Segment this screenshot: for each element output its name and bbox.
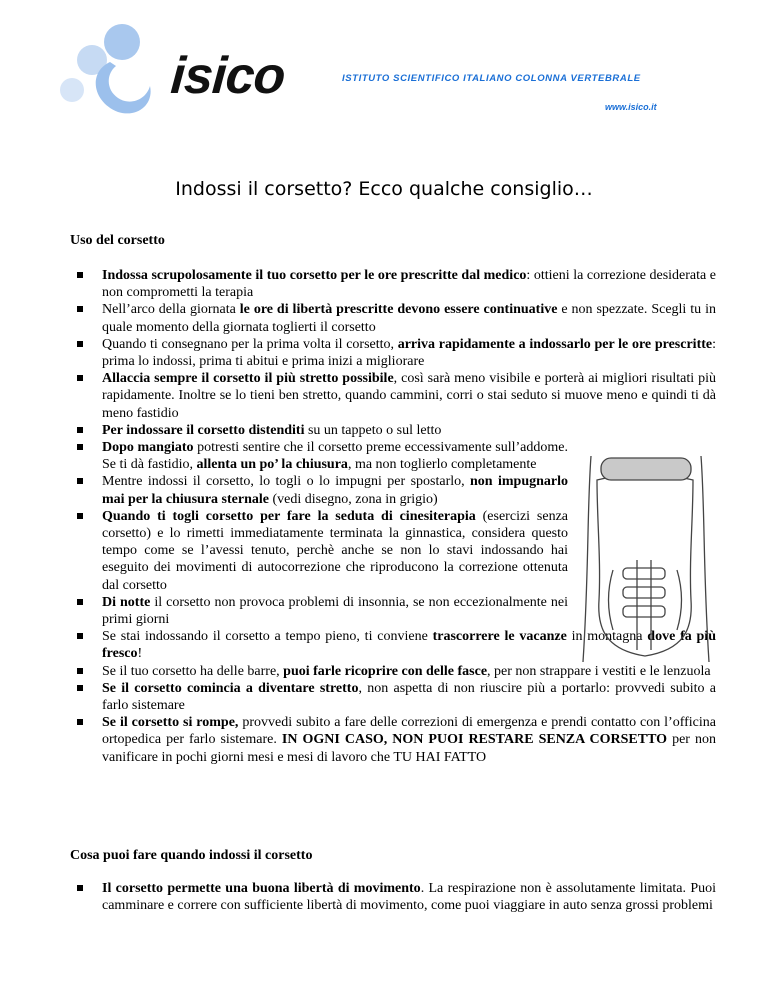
square-bullet-icon [77,633,83,639]
bullet-item [70,680,716,714]
activity-tips-list [70,880,716,914]
bold-text: le ore di libertà prescritte devono essere continuative [239,302,558,318]
website-link[interactable]: www.isico.it [605,102,657,112]
square-bullet-icon [77,513,83,519]
bullet-item [70,336,716,370]
body-text: ! [137,646,143,662]
body-text: , non aspetta di non riuscire più a portarlo: provvedi subito a farlo sistemare [102,680,716,714]
bold-text: Per indossare il corsetto distenditi [102,422,305,438]
bullet-item [70,508,568,594]
square-bullet-icon [77,306,83,312]
bold-text: Di notte [102,594,151,610]
bullet-item [70,301,716,335]
square-bullet-icon [77,341,83,347]
document-title: Indossi il corsetto? Ecco qualche consiglio… [175,178,593,200]
square-bullet-icon [77,375,83,381]
bullet-item [70,422,716,439]
body-text: per non vanificare in pochi giorni mesi e mesi di lavoro che TU HAI FATTO [102,732,716,765]
square-bullet-icon [77,599,83,605]
bold-text: Allaccia sempre il corsetto il più stretto possibile [102,371,394,387]
bullet-item [70,594,568,628]
square-bullet-icon [77,444,83,450]
bold-text: Se il corsetto comincia a diventare stretto [102,680,359,696]
body-text: . La respirazione non è assolutamente limitata. Puoi camminare e correre con sufficiente libertà di movimento, come puoi viaggiare in auto senza grossi problemi [102,881,716,914]
bullet-item [70,370,716,422]
body-text: su un tappeto o sul letto [304,422,442,438]
bullet-item [70,439,568,473]
body-text: e non spezzate. Scegli tu in quale momento della giornata toglierti il corsetto [102,302,716,335]
body-text: , per non strappare i vestiti e le lenzuola [487,663,711,679]
square-bullet-icon [77,685,83,691]
bold-text: non impugnarlo mai per la chiusura sternale [102,474,568,507]
body-text: : prima lo indossi, prima ti abitui e prima inizi a migliorare [102,336,717,370]
body-text: Quando ti consegnano per la prima volta il corsetto, [102,336,398,352]
institute-name: ISTITUTO SCIENTIFICO ITALIANO COLONNA VERTEBRALE [342,73,641,84]
bullet-item [70,267,716,301]
section-heading-uso: Uso del corsetto [70,233,165,248]
bold-text: Dopo mangiato [102,440,194,456]
body-text: : ottieni la correzione desiderata e non comprometti la terapia [102,268,717,301]
body-text: Nell’arco della giornata [102,302,240,318]
body-text: provvedi subito a fare delle correzioni di emergenza e prendi contatto con l’officina ortopedica per farlo sistemare. [102,715,716,748]
bullet-item [70,473,568,507]
bold-text: allenta un po’ la chiusura [196,457,348,473]
square-bullet-icon [77,272,83,278]
bold-text: puoi farle ricoprire con delle fasce [283,663,488,679]
bold-text: Quando ti togli corsetto per fare la seduta di cinesiterapia [102,508,476,524]
bold-text: arriva rapidamente a indossarlo per le ore prescritte [397,336,713,352]
square-bullet-icon [77,719,83,725]
bold-text: Se il corsetto si rompe, [102,715,239,731]
isico-logo-icon [52,20,164,120]
section-heading-cosa: Cosa puoi fare quando indossi il corsetto [70,848,313,863]
square-bullet-icon [77,668,83,674]
body-text: Mentre indossi il corsetto, lo togli o lo impugni per spostarlo, [102,474,471,490]
body-text: Se stai indossando il corsetto a tempo pieno, ti conviene [102,629,433,645]
bullet-item [70,663,716,680]
square-bullet-icon [77,427,83,433]
body-text: in montagna [566,629,648,645]
body-text: il corsetto non provoca problemi di insonnia, se non eccezionalmente nei primi giorni [102,594,568,628]
body-text: , così sarà meno visibile e porterà ai migliori risultati più rapidamente. Inoltre se lo tieni ben stretto, quando cammini, corri o stai seduto si muove meno e quindi ti dà meno fastidio [102,371,716,421]
bold-text: trascorrere le vacanze [432,629,567,645]
bullet-item [70,880,716,914]
bullet-item [70,714,716,766]
body-text: (esercizi senza corsetto) e lo rimetti immediatamente terminata la ginnastica, considera questo tempo come se l’avessi tenuto, perchè anche se non lo stavi indossando hai eseguito dei movimenti di autocorrezione che riproducono la correzione ottenuta dal corsetto [102,508,568,593]
body-text: potresti sentire che il corsetto preme eccessivamente sull’addome. Se ti dà fastidio, [102,440,568,473]
bold-text: Il corsetto permette una buona libertà di movimento [102,881,421,896]
body-text: (vedi disegno, zona in grigio) [268,491,438,507]
body-text: Se il tuo corsetto ha delle barre, [102,663,284,679]
bold-text: Indossa scrupolosamente il tuo corsetto per le ore prescritte dal medico [102,268,527,283]
bold-text: dove fa più fresco [102,629,716,662]
corset-drawing [577,450,714,665]
bold-text: IN OGNI CASO, NON PUOI RESTARE SENZA CORSETTO [281,732,668,748]
square-bullet-icon [77,478,83,484]
body-text: , ma non toglierlo completamente [347,457,537,473]
isico-wordmark: isico [168,47,287,105]
letterhead [0,0,768,140]
square-bullet-icon [77,885,83,891]
